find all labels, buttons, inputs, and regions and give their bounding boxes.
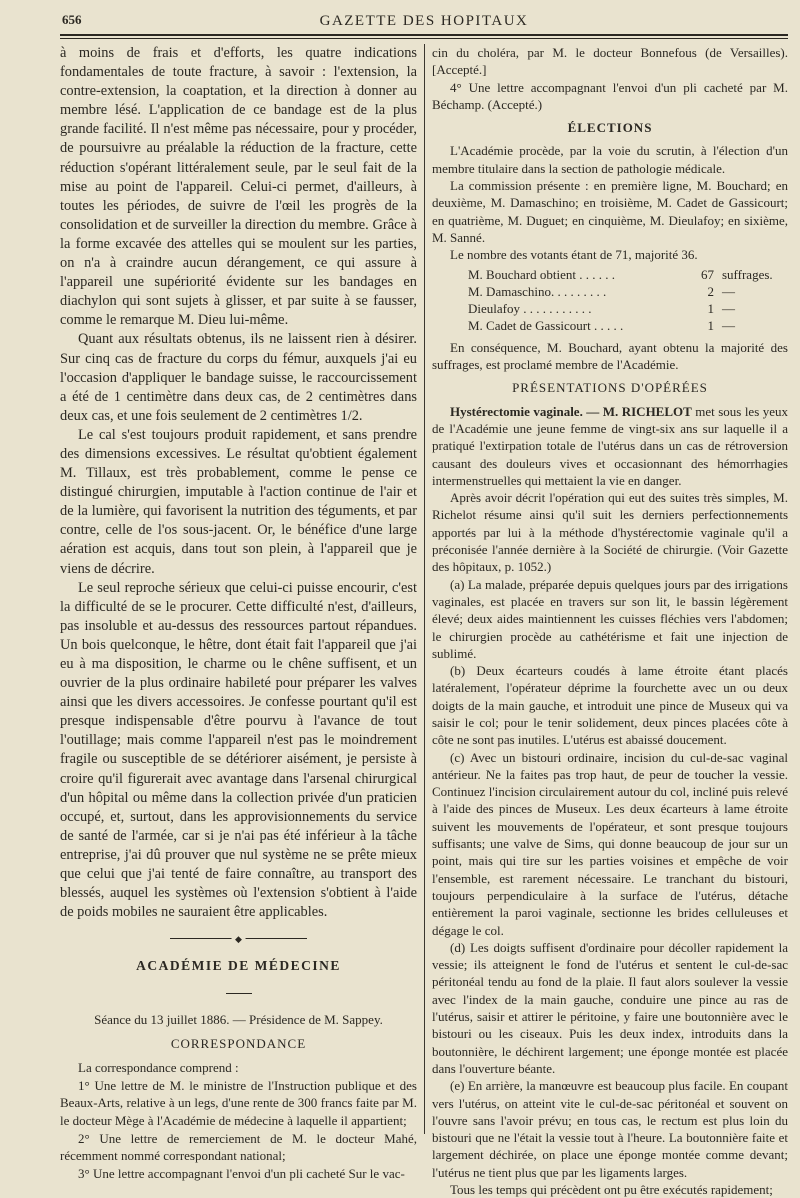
left-column <box>60 44 417 1182</box>
paragraph: 2° Une lettre de remerciement de M. le docteur Mahé, récemment nommé correspondant national; <box>60 1130 417 1164</box>
section-ornament <box>60 934 417 942</box>
vote-table <box>468 266 788 335</box>
paragraph: 1° Une lettre de M. le ministre de l'Instruction publique et des Beaux-Arts, relative à un legs, d'une rente de 300 francs faite par M. le docteur Mège à l'Académie de médecine à laquelle il appartient; <box>60 1077 417 1128</box>
short-rule <box>60 983 417 1002</box>
subsection-title-correspondance: CORRESPONDANCE <box>170 1036 307 1052</box>
page-header <box>60 10 788 36</box>
paragraph: Le nombre des votants étant de 71, majorité 36. <box>450 247 698 263</box>
section-title-academie: ACADÉMIE DE MÉDECINE <box>136 958 341 974</box>
paragraph: La correspondance comprend : <box>78 1060 239 1076</box>
paragraph: Hystérectomie vaginale. — M. RICHELOT met sous les yeux de l'Académie une jeune femme de vingt-six ans sur laquelle il a pratiqué l'extirpation totale de l'utérus dans un cas de rétroversion causant des douleurs vives et occasionnant des hémorrhagies intermenstruelles qui mettaient la vie en danger. <box>432 403 788 488</box>
vote-row: M. Bouchard obtient . . . . . . 67 suffrages. <box>468 266 773 282</box>
column-divider <box>424 44 425 1134</box>
paragraph: (a) La malade, préparée depuis quelques jours par des irrigations vaginales, est placée en travers sur son lit, le bassin légèrement élevé; deux aides maintiennent les cuisses fléchies vers l'abdomen; le chirurgien procède au cathétérisme et fait une injection de sublimé. <box>432 576 788 661</box>
paragraph: Le seul reproche sérieux que celui-ci puisse encourir, c'est la difficulté de se le procurer. Cette difficulté n'est, d'ailleurs, pas insoluble et au-dessus des ressources partout répandues. Un bois quelconque, le hêtre, dont était fait l'appareil que j'ai eu à ma disposition, le charme ou le chêne suffisent, et un ouvrier de la plus ordinaire habileté pour préparer les valves ainsi que les divers accessoires. Je confesse pourtant qu'il est presque indispensable d'être pourvu à l'avance de tout l'outillage; mais comme l'appareil n'est pas le moindrement fragile ou susceptible de se détériorer aisément, je persiste à croire qu'il figurerait avec avantage dans l'arsenal chirurgical d'un hôpital ou même dans la collection privée d'un praticien occupé, et, surtout, dans les approvisionnements du service de santé de l'armée, car si je n'ai pas été inférieur à la tâche entreprise, j'ai dû prouver que nul système ne se prête mieux que celui que j'ai tenté de faire connaître, au transport des blessés, auquel les systèmes où l'extension s'obtient à l'aide de poids mobiles ne sauraient être applicables. <box>60 579 417 921</box>
header-rule-thick <box>60 34 788 36</box>
running-title: GAZETTE DES HOPITAUX <box>319 13 529 29</box>
paragraph: à moins de frais et d'efforts, les quatre indications fondamentales de toute fracture, à savoir : l'extension, la contre-extension, la coaptation, et la direction à donner au membre lésé. L'application de ce bandage est de la plus grande facilité. Il n'est même pas nécessaire, pour y procéder, de poursuivre au préalable la réduction de la fracture, cette réduction s'opérant littéralement seule, par le seul fait de la mise au point de l'appareil. Celui-ci permet, d'ailleurs, à toutes les périodes, de suivre de l'œil les progrès de la consolidation et de surveiller la direction du membre. Grâce à la forme excavée des attelles qui se moulent sur les parties, on n'a à craindre aucun dérangement, ce qui assure à l'appareil une supériorité évidente sur les bandages en diachylon qui sont sujets à glisser, et par suite à se fausser, comme le remarque M. Dieu lui-même. <box>60 45 417 329</box>
article-heading: Hystérectomie vaginale. — M. RICHELOT <box>450 403 692 419</box>
right-column <box>432 44 788 1198</box>
vote-row: Dieulafoy . . . . . . . . . . . 1 — <box>468 301 735 317</box>
paragraph: (b) Deux écarteurs coudés à lame étroite étant placés latéralement, l'opérateur déprime la fourchette avec un ou deux doigts de la main gauche, et introduit une pince de Museux qui va saisir le col; pour le tenir solidement, deux pinces placées côte à côte ne sont pas inutiles. L'utérus est abaissé doucement. <box>432 663 788 748</box>
paragraph: La commission présente : en première ligne, M. Bouchard; en deuxième, M. Damaschino; en troisième, M. Cadet de Gassicourt; en quatrième, M. Duguet; en cinquième, M. Dieulafoy; en sixième, M. Sanné. <box>432 178 788 245</box>
paragraph: L'Académie procède, par la voie du scrutin, à l'élection d'un membre titulaire dans la section de pathologie médicale. <box>432 143 788 176</box>
vote-row: M. Damaschino. . . . . . . . . 2 — <box>468 283 735 299</box>
subsection-title-elections: ÉLECTIONS <box>567 120 653 136</box>
paragraph: 4° Une lettre accompagnant l'envoi d'un pli cacheté par M. Béchamp. (Accepté.) <box>432 79 788 112</box>
paragraph: Tous les temps qui précèdent ont pu être exécutés rapidement; <box>450 1182 773 1197</box>
vote-row: M. Cadet de Gassicourt . . . . . 1 — <box>468 318 735 334</box>
paragraph: En conséquence, M. Bouchard, ayant obtenu la majorité des suffrages, est proclamé membre de l'Académie. <box>432 339 788 373</box>
subsection-title-presentations: PRÉSENTATIONS D'OPÉRÉES <box>512 380 708 396</box>
paragraph: (c) Avec un bistouri ordinaire, incision du cul-de-sac vaginal antérieur. Ne la faites pas trop haut, de peur de toucher la vessie. Continuez l'incision circulairement autour du col, incliné puis relevé à l'aide des pinces de Museux. Les deux écarteurs à lame étroite suivent les mouvements de l'opérateur, et sont presque toujours suffisants; une valve de Sims, qui donne beaucoup de jour sur un point, mais qui tire sur les parties voisines et empêche de voir l'ensemble, est rarement nécessaire. Le tranchant du bistouri, toujours perpendiculaire à la surface de l'utérus, détache entièrement la paroi vaginale, sectionne les brides celluleuses et dégage le col. <box>432 749 788 938</box>
page-number: 656 <box>62 12 82 27</box>
header-rule-thin <box>60 38 788 39</box>
paragraph: cin du choléra, par M. le docteur Bonnefous (de Versailles). [Accepté.] <box>432 45 788 78</box>
paragraph: Le cal s'est toujours produit rapidement, et sans prendre des dimensions excessives. Le résultat qu'obtient également M. Tillaux, est très probablement, comme le pense ce distingué chirurgien, imputable à l'action continue de l'air et de la lumière, qui favorisent la nutrition des téguments, et par contre, celle de l'os sous-jacent. Or, le bénéfice d'une large aération est acquis, dans tout son plein, à l'appareil que je viens de décrire. <box>60 426 417 577</box>
paragraph: Après avoir décrit l'opération qui eut des suites très simples, M. Richelot résume ainsi qu'il suit les derniers perfectionnements apportés par lui à la méthode d'hystérectomie vaginale qu'il a préconisée l'année dernière à la Société de chirurgie. (Voir Gazette des hôpitaux, p. 1052.) <box>432 490 788 575</box>
paragraph: 3° Une lettre accompagnant l'envoi d'un pli cacheté Sur le vac- <box>78 1165 405 1181</box>
paragraph: (e) En arrière, la manœuvre est beaucoup plus facile. En coupant vers l'utérus, on atteint vite le cul-de-sac péritonéal et souvent on l'ouvre sans l'avoir prévu; en tous cas, le rectum est plus loin du bistouri que ne l'était la vessie tout à l'heure. La boutonnière faite et largement déchirée, on place une éponge montée comme devant; l'utérus ne tient plus que par les ligaments larges. <box>432 1078 788 1180</box>
paragraph: (d) Les doigts suffisent d'ordinaire pour décoller rapidement la vessie; ils atteignent le fond de l'utérus et sentent le cul-de-sac péritonéal tendu au fond de la plaie. Il faut alors soulever la vessie avec l'index de la main gauche, conduire une pince au ras de l'utérus, saisir et attirer le péritoine, y faire une boutonnière avec le bistouri ou les ciseaux. Puis les deux index, introduits dans la boutonnière, le déchirent largement; une éponge montée est placée dans l'ouverture béante. <box>432 939 788 1076</box>
paragraph: Quant aux résultats obtenus, ils ne laissent rien à désirer. Sur cinq cas de fracture du corps du fémur, auxquels j'ai eu l'occasion d'appliquer le bandage suisse, le raccourcissement a été de 1 centimètre dans deux cas, de 2 centimètres dans deux cas, et une fois seulement de 2 centimètres 1/2. <box>60 331 417 424</box>
session-line: Séance du 13 juillet 1886. — Présidence de M. Sappey. <box>94 1011 383 1027</box>
